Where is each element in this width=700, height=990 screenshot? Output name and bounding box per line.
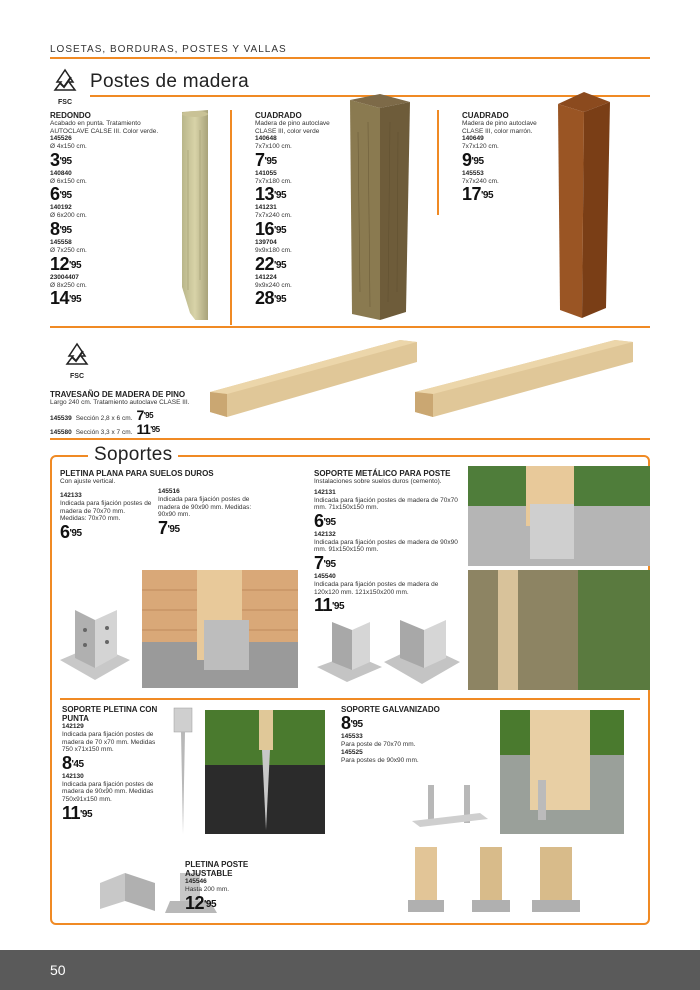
product-name: CUADRADO [462,111,509,120]
product-size: 9x9x180 cm. [255,246,292,254]
product-price: $6^{'95}$ [60,521,82,542]
product-price: $6^{'95}$ [50,184,72,205]
galvanized-support-image [410,785,490,835]
product-price: $7^{'95}$ [158,517,180,538]
pletina-ajustable-block [185,860,285,913]
product-name: CUADRADO [255,111,302,120]
soporte-metalico-block [314,469,464,615]
product-name: SOPORTE PLETINA CON PUNTA [62,705,158,723]
product-desc: Acabado en punta. Tratamiento AUTOCLAVE CALSE III. Color verde. [50,120,159,135]
product-ref: 142133 [60,492,82,499]
price-row [50,406,220,423]
product-price: $11^{'95}$ [314,595,345,616]
product-ref: 140840 [50,169,72,177]
soporte-galvanizado-block [341,705,501,764]
column-divider [230,110,232,325]
section-rule [50,326,650,328]
square-green-post-image [340,92,420,322]
post-bracket-set-image [400,842,590,922]
product-price: $7^{'95}$ [136,406,154,423]
spike-support-image [168,706,198,836]
product-name: TRAVESAÑO DE MADERA DE PINO [50,390,186,399]
product-ref: 142129 [62,723,84,730]
soportes-title: Soportes [88,444,178,466]
product-ref: 140649 [462,135,484,143]
tree-check-icon [62,342,92,368]
product-desc: Hasta 200 mm. [185,886,230,893]
product-price: $28^{'95}$ [255,288,287,309]
product-size: Sección 3,3 x 7 cm. [75,428,133,436]
redondo-block [50,111,160,308]
product-price: $7^{'95}$ [255,149,277,170]
product-size: Ø 7x250 cm. [50,246,87,254]
u-bracket-image [55,600,135,690]
product-size: Ø 4x150 cm. [50,143,87,151]
fsc-label: FSC [58,99,72,106]
product-size: Ø 6x150 cm. [50,177,87,185]
pletina-plana-a [60,492,152,542]
product-price: $14^{'95}$ [50,288,82,309]
product-ref: 145539 [50,414,72,422]
product-size: 7x7x120 cm. [462,143,499,151]
cuadrado-brown-block [462,111,557,204]
product-price: $8^{'95}$ [341,713,363,733]
product-size: 7x7x180 cm. [255,177,292,185]
product-ref: 142130 [62,772,84,780]
soporte-punta-block [62,705,162,823]
product-ref: 145516 [158,488,180,495]
product-ref: 145546 [185,878,207,885]
product-ref: 145580 [50,428,72,436]
product-ref: 145553 [462,169,484,177]
product-desc: Con ajuste vertical. [60,478,116,485]
price-item [50,135,160,170]
section-header: LOSETAS, BORDURAS, POSTES Y VALLAS [50,44,287,55]
product-desc: Para postes de 90x90 mm. [341,756,419,764]
product-size: Ø 6x200 cm. [50,212,87,220]
price-item [462,170,557,205]
price-item [255,170,350,205]
product-desc: Madera de pino autoclave CLASE III, color marrón. [462,120,537,135]
product-ref: 145533 [341,733,363,740]
footer-bar [0,950,700,990]
price-item [314,573,464,615]
product-desc: Para poste de 70x70 mm. [341,741,416,748]
crossbar-images [205,332,650,432]
product-ref: 145540 [314,572,336,580]
product-ref: 145558 [50,238,72,246]
product-price: $11^{'95}$ [136,420,160,437]
product-ref: 145526 [50,135,72,143]
product-name: REDONDO [50,111,91,120]
product-price: $8^{'45}$ [62,752,84,773]
tree-check-icon [50,68,80,94]
product-price: $8^{'95}$ [50,218,72,239]
product-desc: Indicada para fijación postes de madera de 90x90 mm. Medidas: 90x90 mm. [158,496,252,519]
product-ref: 140192 [50,204,72,212]
product-price: $16^{'95}$ [255,218,287,239]
product-price: $9^{'95}$ [462,149,484,170]
price-item [314,531,464,573]
product-ref: 140648 [255,135,277,143]
galvanized-installed-photo [500,710,624,834]
product-desc: Indicada para fijación postes de madera de 70x70 mm. Medidas: 70x70 mm. [60,500,152,523]
square-brown-post-image [550,90,620,320]
section-rule [60,698,640,700]
pletina-plana-block [60,469,300,486]
postes-title: Postes de madera [90,71,249,92]
price-item [255,239,350,274]
product-price: $17^{'95}$ [462,184,494,205]
installed-bracket-photo [142,570,298,688]
product-price: $12^{'95}$ [50,253,82,274]
product-name: PLETINA POSTE AJUSTABLE [185,860,249,878]
product-desc: Largo 240 cm. Tratamiento autoclave CLASE III. [50,399,190,406]
product-desc: Indicada para fijación postes de madera de 120x120 mm. 121x150x200 mm. [314,580,439,596]
column-divider [437,110,439,215]
product-price: $3^{'95}$ [50,149,72,170]
price-item [62,723,162,773]
price-item [62,773,162,823]
product-name: SOPORTE GALVANIZADO [341,705,440,714]
product-desc: Indicada para fijación postes de madera de 90x90 mm. Medidas 750x91x150 mm. [62,780,154,803]
price-item [50,170,160,205]
price-item [462,135,557,170]
round-post-image [160,110,230,320]
product-price: $13^{'95}$ [255,184,287,205]
fsc-label: FSC [70,373,84,380]
product-price: $22^{'95}$ [255,253,287,274]
product-ref: 142132 [314,530,336,538]
pletina-plana-b [158,488,268,538]
product-desc: Indicada para fijación postes de madera de 70x70 mm. 71x150x150 mm. [314,496,458,512]
product-desc: Indicada para fijación postes de madera de 70 x70 mm. Medidas 750 x71x150 mm. [62,731,156,754]
product-price: $11^{'95}$ [62,802,93,823]
product-ref: 141055 [255,169,277,177]
product-size: 7x7x240 cm. [462,177,499,185]
price-item [255,274,350,309]
product-ref: 141231 [255,204,277,212]
product-size: Ø 8x250 cm. [50,281,87,289]
price-item [50,204,160,239]
spike-in-ground-photo [205,710,325,834]
product-desc: Indicada para fijación postes de madera de 90x90 mm. 91x150x150 mm. [314,538,458,554]
product-name: SOPORTE METÁLICO PARA POSTE [314,469,451,478]
product-ref: 142131 [314,488,336,496]
metal-support-photos [468,466,650,690]
product-ref: 23004407 [50,273,79,281]
product-size: 7x7x240 cm. [255,212,292,220]
product-size: Sección 2,8 x 6 cm. [75,414,133,422]
product-price: $12^{'95}$ [185,892,217,913]
section-rule [50,438,650,440]
price-item [50,239,160,274]
page-number: 50 [50,962,66,978]
price-item [255,135,350,170]
cuadrado-green-block [255,111,350,308]
metal-support-product-image [312,612,462,692]
price-item [50,274,160,309]
product-price: $7^{'95}$ [314,552,336,573]
product-desc: Instalaciones sobre suelos duros (cemento). [314,478,442,485]
product-price: $6^{'95}$ [314,510,336,531]
header-rule [50,57,650,59]
price-item [314,489,464,531]
product-name: PLETINA PLANA PARA SUELOS DUROS [60,469,214,478]
product-ref: 141224 [255,273,277,281]
product-size: 7x7x100 cm. [255,143,292,151]
product-desc: Madera de pino autoclave CLASE III, color verde [255,120,330,135]
product-size: 9x9x240 cm. [255,281,292,289]
product-ref: 139704 [255,238,277,246]
fsc-logo [50,68,80,106]
travesano-block [50,390,220,437]
fsc-logo [62,342,92,380]
price-item [255,204,350,239]
product-ref: 145525 [341,748,363,756]
price-row [50,420,220,437]
